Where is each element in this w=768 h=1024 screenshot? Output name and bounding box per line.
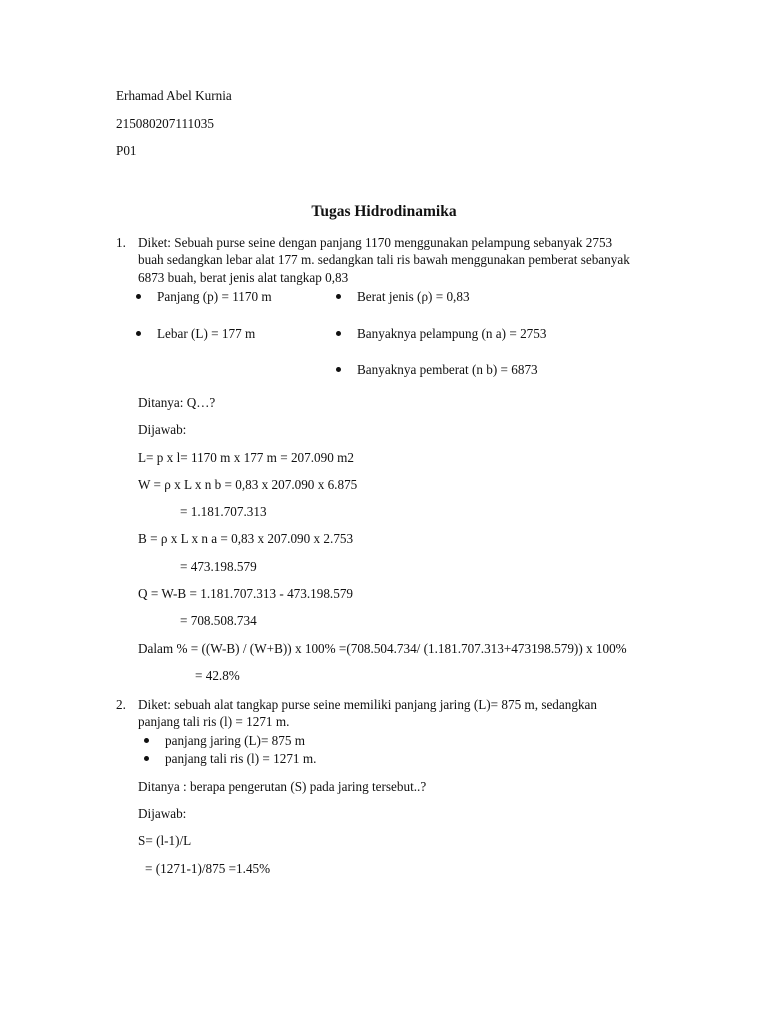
- student-id: 215080207111035: [116, 116, 214, 131]
- q1-given-pelampung: Banyaknya pelampung (n a) = 2753: [357, 326, 547, 341]
- q1-dijawab: Dijawab:: [138, 422, 187, 437]
- q2-calc-line: = (1271-1)/875 =1.45%: [145, 861, 271, 876]
- q2-diket-line-2: panjang tali ris (l) = 1271 m.: [138, 714, 290, 729]
- q1-given-panjang: Panjang (p) = 1170 m: [157, 289, 272, 304]
- q1-given-lebar: Lebar (L) = 177 m: [157, 326, 256, 341]
- q1-calc-line: = 708.508.734: [180, 613, 257, 628]
- q2-calc-line: S= (l-1)/L: [138, 833, 192, 848]
- q1-calc-line: Dalam % = ((W-B) / (W+B)) x 100% =(708.504.734/ (1.181.707.313+473198.579)) x 100%: [138, 641, 627, 656]
- q1-number: 1.: [116, 235, 126, 250]
- q1-given-pemberat: Banyaknya pemberat (n b) = 6873: [357, 362, 538, 377]
- q1-calc-line: = 1.181.707.313: [180, 504, 267, 519]
- author-name: Erhamad Abel Kurnia: [116, 88, 232, 103]
- bullet-dot: [144, 756, 149, 761]
- q2-given-tali-ris: panjang tali ris (l) = 1271 m.: [165, 751, 317, 766]
- q1-diket-line-3: 6873 buah, berat jenis alat tangkap 0,83: [138, 270, 349, 285]
- q2-number: 2.: [116, 697, 126, 712]
- q1-calc-line: = 473.198.579: [180, 559, 257, 574]
- page-title: Tugas Hidrodinamika: [311, 203, 457, 220]
- q1-diket-line-1: Diket: Sebuah purse seine dengan panjang 1170 menggunakan pelampung sebanyak 2753: [138, 235, 613, 250]
- q1-calc-line: L= p x l= 1170 m x 177 m = 207.090 m2: [138, 450, 354, 465]
- q2-diket-line-1: Diket: sebuah alat tangkap purse seine memiliki panjang jaring (L)= 875 m, sedangkan: [138, 697, 597, 712]
- bullet-dot: [136, 294, 141, 299]
- bullet-dot: [336, 331, 341, 336]
- q2-ditanya: Ditanya : berapa pengerutan (S) pada jaring tersebut..?: [138, 779, 427, 794]
- bullet-dot: [336, 294, 341, 299]
- bullet-dot: [336, 367, 341, 372]
- class-code: P01: [116, 143, 137, 158]
- q1-calc-line: W = ρ x L x n b = 0,83 x 207.090 x 6.875: [138, 477, 358, 492]
- bullet-dot: [144, 738, 149, 743]
- q1-calc-line: B = ρ x L x n a = 0,83 x 207.090 x 2.753: [138, 531, 354, 546]
- q1-diket-line-2: buah sedangkan lebar alat 177 m. sedangkan tali ris bawah menggunakan pemberat sebanyak: [138, 252, 630, 267]
- q2-dijawab: Dijawab:: [138, 806, 187, 821]
- q1-given-berat-jenis: Berat jenis (ρ) = 0,83: [357, 289, 470, 304]
- q1-calc-line: = 42.8%: [195, 668, 240, 683]
- q1-calc-line: Q = W-B = 1.181.707.313 - 473.198.579: [138, 586, 354, 601]
- bullet-dot: [136, 331, 141, 336]
- q1-ditanya: Ditanya: Q…?: [138, 395, 216, 410]
- q2-given-jaring: panjang jaring (L)= 875 m: [165, 733, 306, 748]
